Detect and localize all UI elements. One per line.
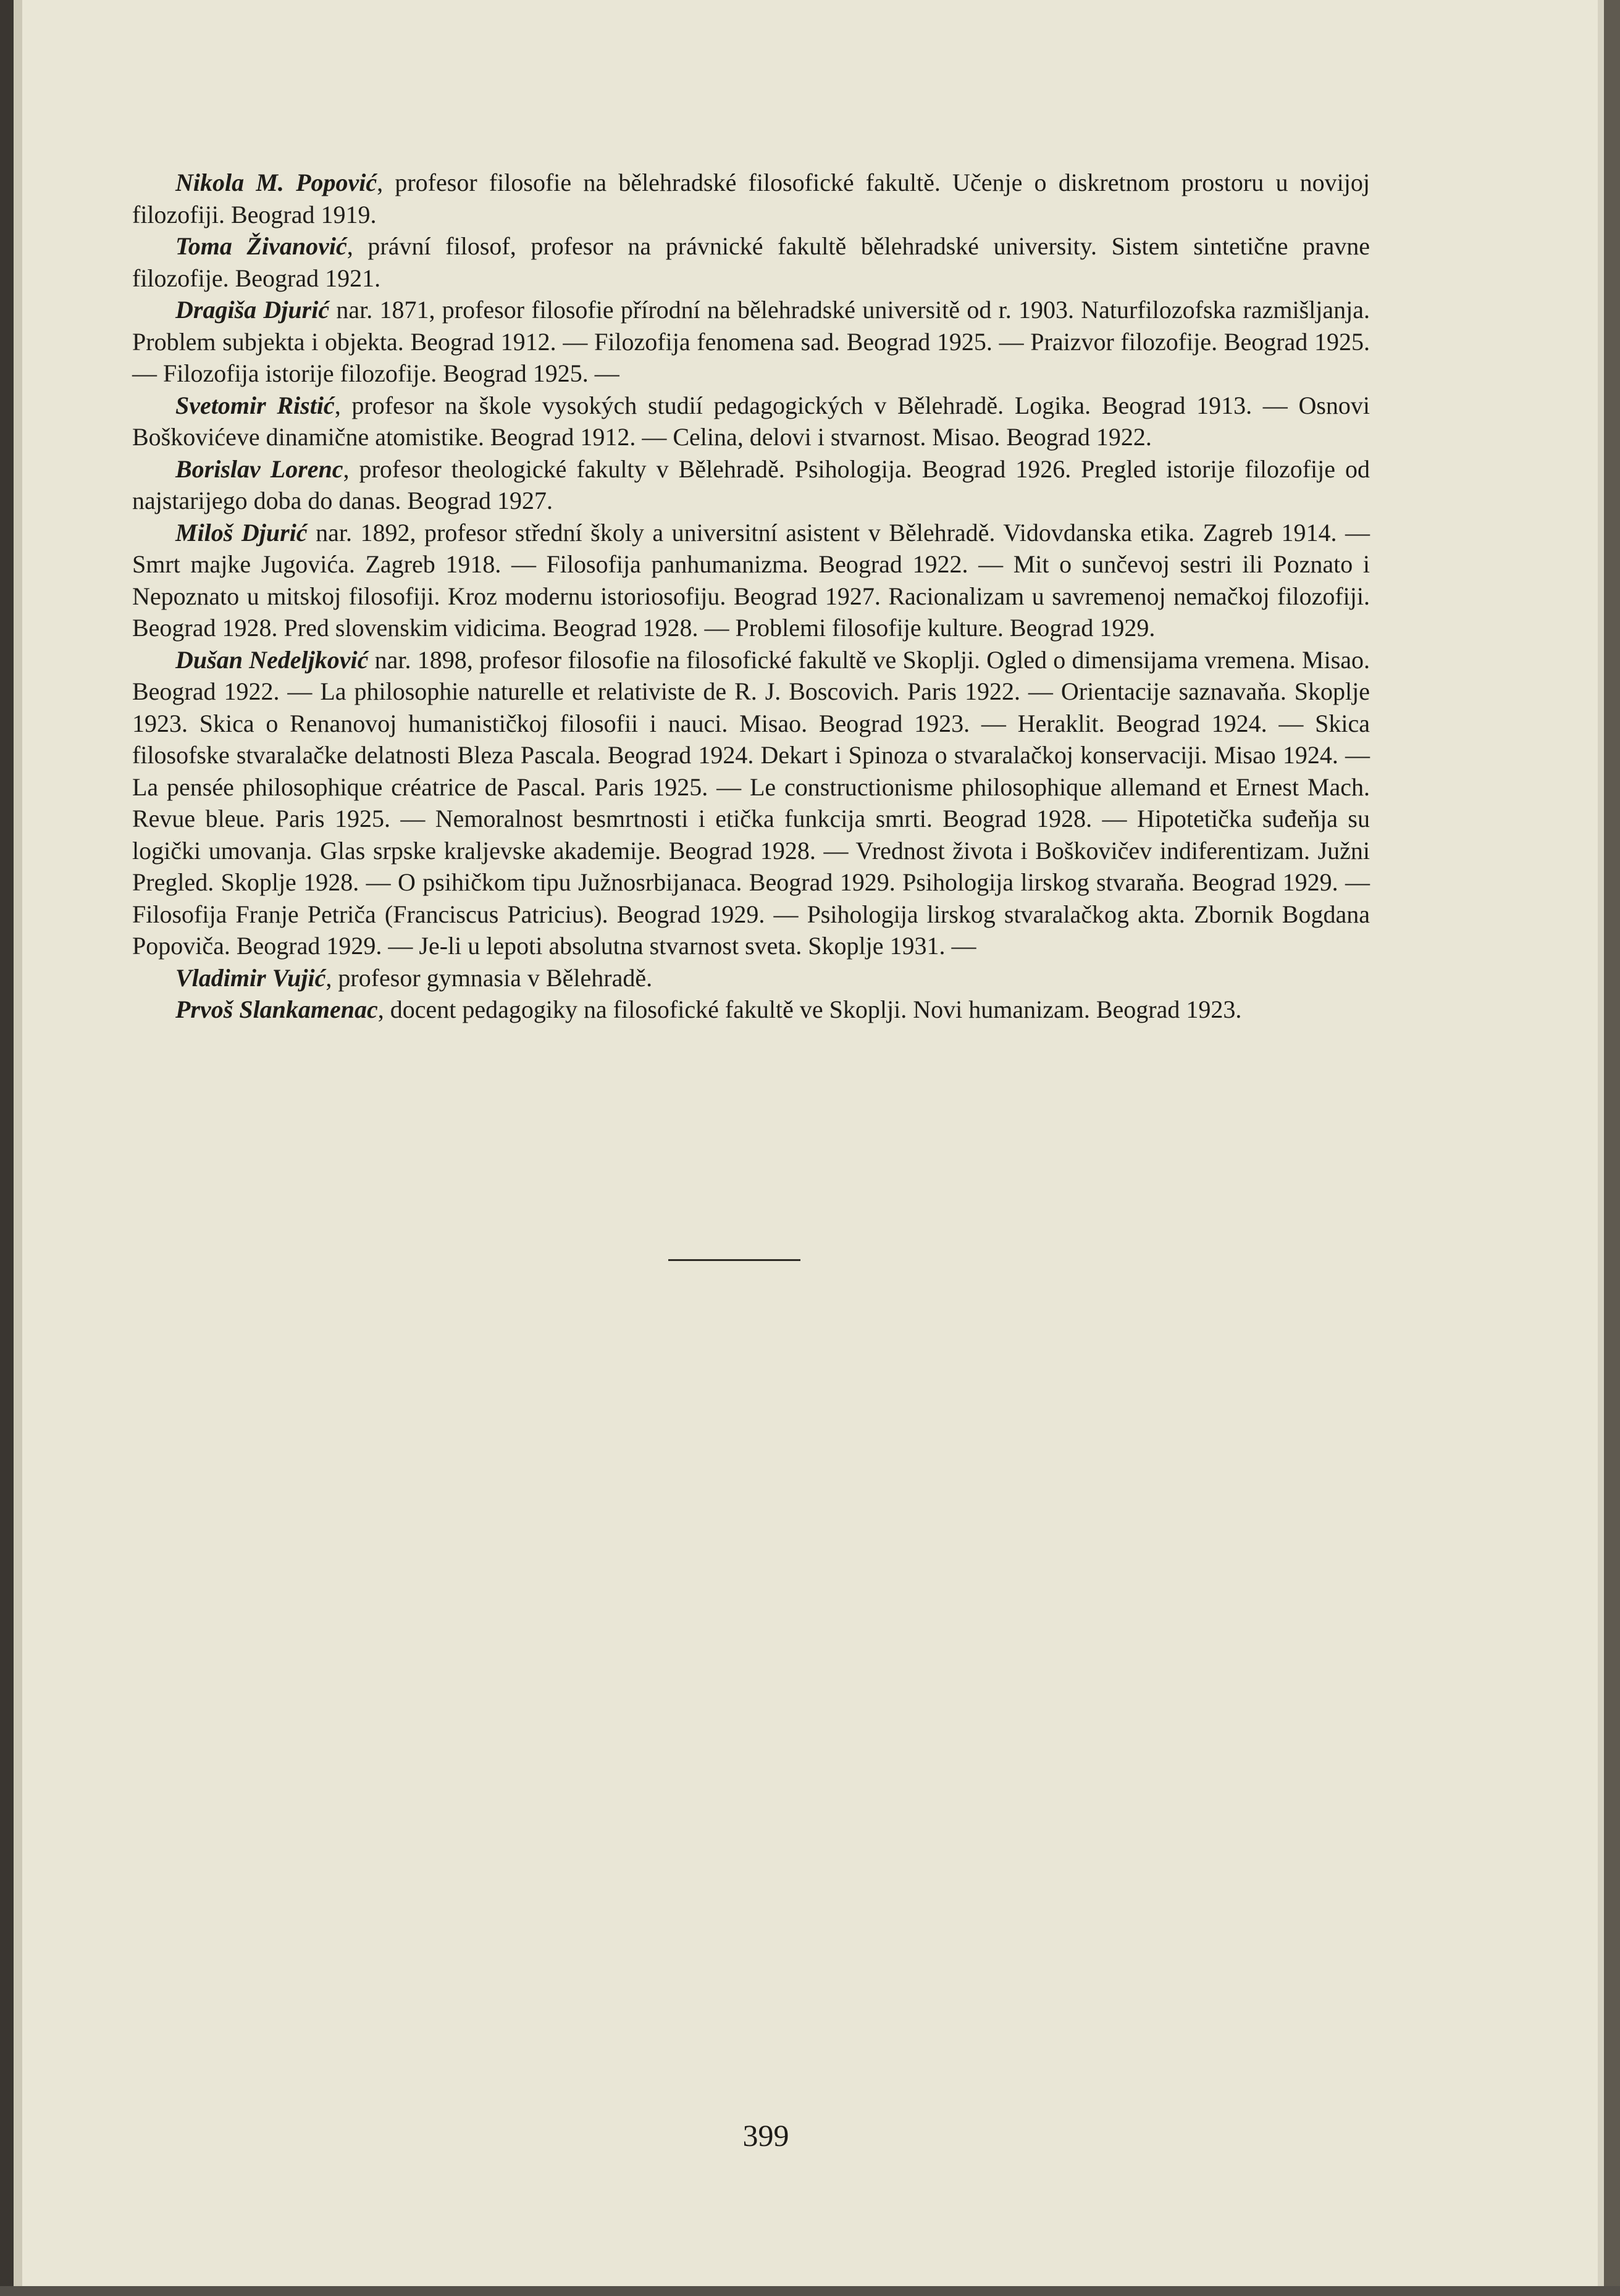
entry-text: , právní filosof, profesor na právnické fakultě bělehradské university. Sistem sintetične pravne filozofije. Beograd 1921. xyxy=(132,232,1370,292)
section-divider xyxy=(668,1259,800,1261)
author-name: Nikola M. Popović xyxy=(175,169,377,196)
bibliography-entry xyxy=(132,167,1370,230)
author-name: Vladimir Vujić xyxy=(175,963,326,992)
entry-text: , profesor na škole vysokých studií pedagogických v Bělehradě. Logika. Beograd 1913. — Osnovi Boškovićeve dinamične atomistike. Beograd 1912. — Celina, delovi i stvarnost. Misao. Beograd 1922. xyxy=(132,391,1370,451)
entry-text: nar. 1871, profesor filosofie přírodní na bělehradské universitě od r. 1903. Naturfilozofska razmišljanja. Problem subjekta i objekta. Beograd 1912. — Filozofija fenomena sad. Beograd 1925. — Praizvor filozofije. Beograd 1925. — Filozofija istorije filozofije. Beograd 1925. — xyxy=(132,296,1370,387)
author-name: Prvoš Slankamenac xyxy=(175,995,378,1023)
author-name: Borislav Lorenc xyxy=(175,455,343,483)
page-number: 399 xyxy=(742,2118,789,2153)
entry-text: nar. 1892, profesor střední školy a universitní asistent v Bělehradě. Vidovdanska etika. Zagreb 1914. — Smrt majke Jugovića. Zagreb 1918. — Filosofija panhumanizma. Beograd 1922. — Mit o sunčevoj sestri ili Poznato i Nepoznato u mitskoj filosofiji. Kroz modernu istoriosofiju. Beograd 1927. Racionalizam u savremenoj nemačkoj filozofiji. Beograd 1928. Pred slovenskim vidicima. Beograd 1928. — Problemi filosofije kulture. Beograd 1929. xyxy=(132,518,1370,642)
entry-text: , docent pedagogiky na filosofické fakultě ve Skoplji. Novi humanizam. Beograd 1923. xyxy=(377,995,1242,1023)
book-spine-edge xyxy=(0,0,14,2296)
page-edge-right xyxy=(1604,0,1620,2296)
author-name: Dušan Nedeljković xyxy=(175,645,369,674)
bibliography-text xyxy=(132,167,1370,1026)
bibliography-entry xyxy=(132,390,1370,453)
bibliography-entry xyxy=(132,294,1370,390)
bibliography-entry xyxy=(132,644,1370,962)
author-name: Dragiša Djurić xyxy=(175,296,330,324)
entry-text: nar. 1898, profesor filosofie na filosofické fakultě ve Skoplji. Ogled o dimensijama vremena. Misao. Beograd 1922. — La philosophie naturelle et relativiste de R. J. Boscovich. Paris 1922. — Orientacije saznavaňa. Skoplje 1923. Skica o Renanovoj humanističkoj filosofii i nauci. Misao. Beograd 1923. — Heraklit. Beograd 1924. — Skica filosofske stvaralačke delatnosti Bleza Pascala. Beograd 1924. Dekart i Spinoza o stvaralačkoj konservaciji. Misao 1924. — La pensée philosophique créatrice de Pascal. Paris 1925. — Le constructionisme philosophique allemand et Ernest Mach. Revue bleue. Paris 1925. — Nemoralnost besmrtnosti i etička funkcija smrti. Beograd 1928. — Hipotetička suđeňja su logički umovanja. Glas srpske kraljevske akademije. Beograd 1928. — Vrednost života i Boškovičev indiferentizam. Južni Pregled. Skoplje 1928. — O psihičkom tipu Južnosrbijanaca. Beograd 1929. Psihologija lirskog stvaraňa. Beograd 1929. — Filosofija Franje Petriča (Franciscus Patricius). Beograd 1929. — Psihologija lirskog stvaralačkog akta. Zbornik Bogdana Popoviča. Beograd 1929. — Je-li u lepoti absolutna stvarnost sveta. Skoplje 1931. — xyxy=(132,645,1370,960)
author-name: Miloš Djurić xyxy=(175,518,308,547)
author-name: Svetomir Ristić xyxy=(175,391,335,419)
spine-shadow xyxy=(14,0,22,2296)
bibliography-entry xyxy=(132,517,1370,644)
bibliography-entry xyxy=(132,994,1370,1026)
entry-text: , profesor gymnasia v Bělehradě. xyxy=(325,963,653,992)
entry-text: , profesor filosofie na bělehradské filosofické fakultě. Učenje o diskretnom prostoru u novijoj filozofiji. Beograd 1919. xyxy=(132,169,1370,228)
page-edge-bottom xyxy=(0,2286,1620,2296)
bibliography-entry xyxy=(132,962,1370,994)
bibliography-entry xyxy=(132,453,1370,517)
author-name: Toma Živanović xyxy=(175,232,347,260)
entry-text: , profesor theologické fakulty v Bělehradě. Psihologija. Beograd 1926. Pregled istorije filozofije od najstarijego doba do danas. Beograd 1927. xyxy=(132,455,1370,514)
bibliography-entry xyxy=(132,230,1370,294)
page-edge-inner xyxy=(1598,0,1604,2296)
